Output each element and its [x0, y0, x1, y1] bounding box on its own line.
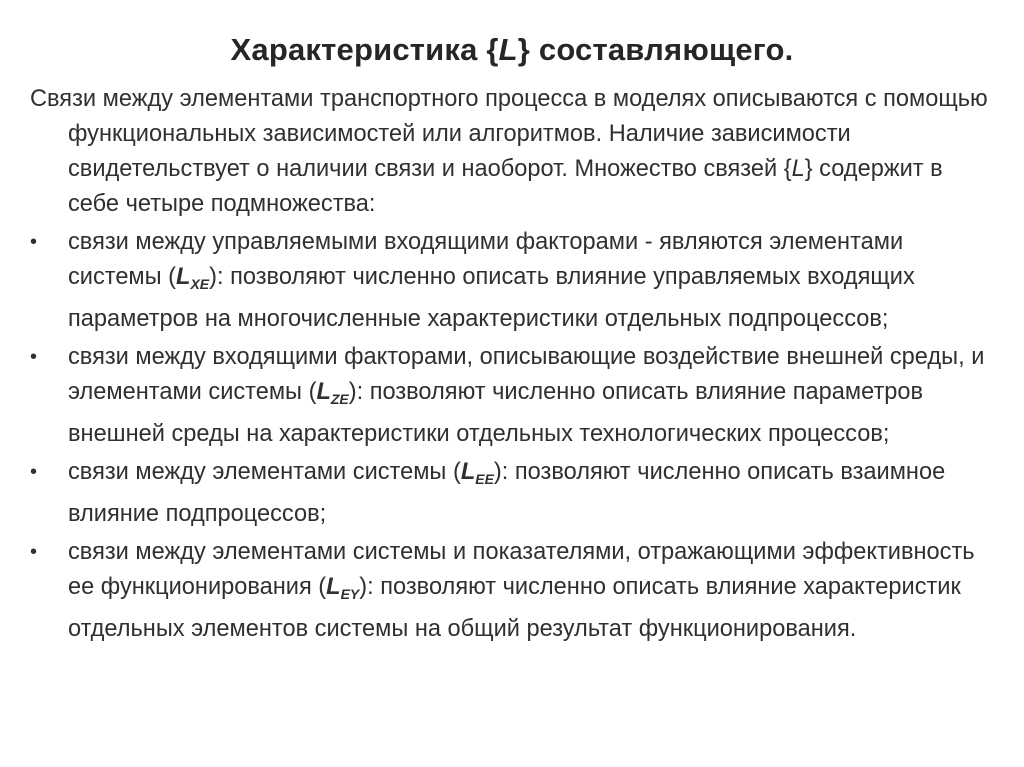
item-text-before: связи между управляемыми входящими факторами - являются элементами системы (: [68, 229, 904, 290]
item-subscript: XE: [190, 276, 210, 292]
title-symbol: L: [498, 32, 518, 67]
item-text-before: связи между входящими факторами, описывающие воздействие внешней среды, и элементами системы (: [68, 344, 985, 405]
bullet-icon: •: [30, 346, 38, 368]
item-text-before: связи между элементами системы и показателями, отражающими эффективность ее функционирования (: [68, 539, 975, 600]
slide-title: [0, 28, 1024, 72]
slide-body: [30, 82, 1000, 647]
intro-paragraph: [30, 82, 1000, 222]
item-subscript: ZE: [330, 391, 349, 407]
item-subscript: EE: [475, 471, 494, 487]
title-text-after: } составляющего.: [517, 32, 794, 67]
intro-text-after: } содержит в себе четыре подмножества:: [68, 156, 943, 217]
item-symbol: L: [460, 459, 476, 485]
bullet-list: [30, 225, 1000, 647]
item-text-before: связи между элементами системы (: [68, 459, 461, 485]
bullet-icon: •: [30, 541, 38, 563]
item-text-after: ): позволяют численно описать взаимное влияние подпроцессов;: [68, 459, 946, 527]
bullet-icon: •: [30, 231, 38, 253]
item-subscript: EY: [340, 586, 360, 602]
list-item: [30, 340, 1000, 452]
item-text-after: ): позволяют численно описать влияние управляемых входящих параметров на многочисленные характеристики отдельных подпроцессов;: [68, 264, 915, 332]
list-item: [30, 455, 1000, 532]
title-text-before: Характеристика {: [230, 32, 499, 67]
intro-text-before: Связи между элементами транспортного процесса в моделях описываются с помощью функциональных зависимостей или алгоритмов. Наличие зависимости свидетельствует о наличии связи и наоборот. Множество связей {: [30, 86, 988, 182]
item-text-after: ): позволяют численно описать влияние параметров внешней среды на характеристики отдельных технологических процессов;: [68, 379, 924, 447]
item-symbol: L: [326, 574, 341, 600]
item-text-after: ): позволяют численно описать влияние характеристик отдельных элементов системы на общий результат функционирования.: [68, 574, 961, 642]
item-symbol: L: [176, 264, 191, 290]
bullet-icon: •: [30, 461, 38, 483]
list-item: [30, 535, 1000, 647]
intro-symbol: L: [791, 156, 805, 182]
list-item: [30, 225, 1000, 337]
item-symbol: L: [316, 379, 331, 405]
